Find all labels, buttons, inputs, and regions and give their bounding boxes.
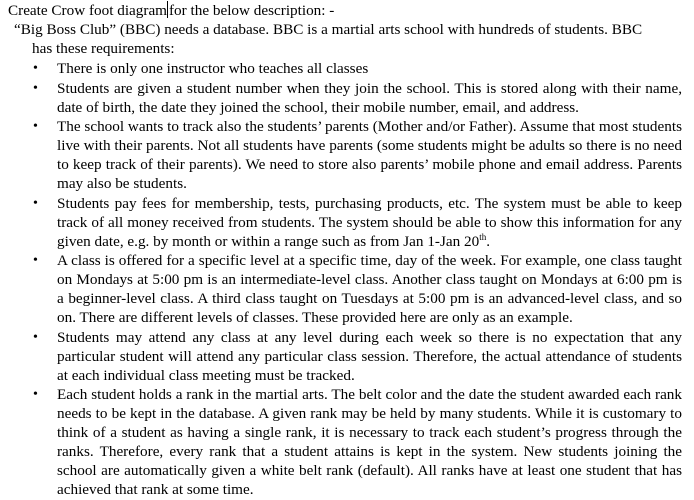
requirement-text: Students may attend any class at any level during each week so there is no expectation that any particular student will attend any particular class session. Therefore, the actual attendance of students at each individual class meeting must be tracked.: [57, 328, 682, 384]
ordinal-superscript: th: [479, 231, 487, 242]
requirement-text: Each student holds a rank in the martial arts. The belt color and the date the student awarded each rank needs to be kept in the database. A given rank may be held by many students. While it is customary to think of a student as having a single rank, it is necessary to track each student’s progress through the ranks. Therefore, every rank that a student attains is kept in the system. New students joining the school are automatically given a white belt rank (default). All ranks have at least one student that has achieved that rank at some time.: [57, 386, 682, 498]
requirement-item[interactable]: [0, 328, 694, 385]
requirement-text: There is only one instructor who teaches all classes: [57, 60, 369, 77]
document-heading[interactable]: [8, 1, 334, 20]
requirement-text: A class is offered for a specific level at a specific time, day of the week. For example, one class taught on Mondays at 5:00 pm is an intermediate-level class. Another class taught on Mondays at 6:00 pm is a beginner-level class. A third class taught on Tuesdays at 5:00 pm is an advanced-level class, and so on. There are different levels of classes. These provided here are only as an example.: [57, 252, 682, 326]
intro-paragraph[interactable]: [14, 20, 684, 58]
requirement-text-end: .: [486, 232, 491, 250]
requirement-item[interactable]: [0, 194, 694, 251]
requirement-item[interactable]: [0, 385, 694, 499]
requirement-item[interactable]: [0, 117, 694, 193]
bullet-icon: •: [33, 80, 38, 96]
requirement-text: Students pay fees for membership, tests, purchasing products, etc. The system must be able to keep track of all money received from students. The system should be able to show this information for any given date, e.g. by month or within a range such as from Jan 1-Jan 20: [57, 194, 682, 250]
bullet-icon: •: [33, 61, 38, 76]
text-cursor: [167, 1, 168, 18]
intro-line-2: has these requirements:: [32, 40, 175, 57]
bullet-icon: •: [33, 119, 38, 134]
requirements-list: [0, 59, 694, 500]
requirement-item[interactable]: [0, 59, 694, 78]
heading-text-before-cursor: Create Crow foot diagram: [8, 2, 167, 19]
requirement-item[interactable]: [0, 251, 694, 327]
requirement-text: The school wants to track also the students’ parents (Mother and/or Father). Assume that most students live with their parents. Not all students have parents (some students might be adults so there is no need to keep track of their parents). We need to store also parents’ mobile phone and email address. Parents may also be students.: [57, 118, 682, 192]
requirement-item[interactable]: [0, 79, 694, 117]
bullet-icon: •: [33, 329, 38, 345]
heading-text-after-cursor: for the below description: -: [169, 2, 335, 19]
bullet-icon: •: [33, 253, 38, 268]
intro-line-1: “Big Boss Club” (BBC) needs a database. BBC is a martial arts school with hundreds of students. BBC: [14, 21, 643, 38]
bullet-icon: •: [33, 195, 38, 211]
requirement-text: Students are given a student number when they join the school. This is stored along with their name, date of birth, the date they joined the school, their mobile number, email, and address.: [57, 79, 682, 116]
bullet-icon: •: [33, 387, 38, 402]
